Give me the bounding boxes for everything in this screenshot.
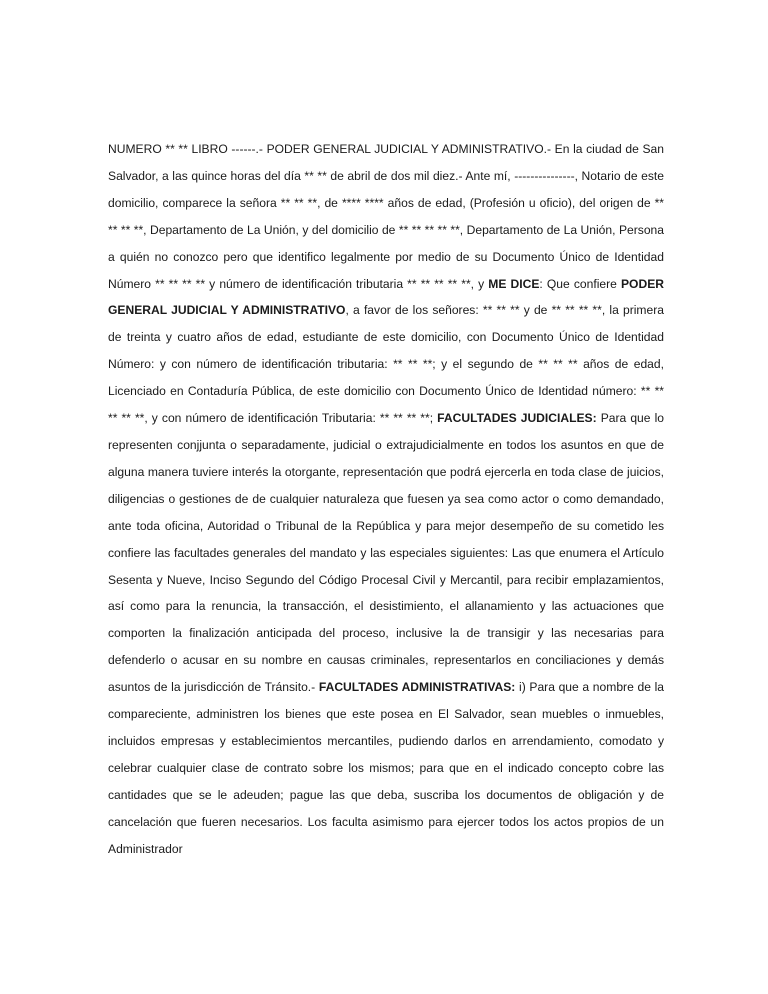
document-text-block [108, 136, 664, 862]
emphasis-run: ME DICE [488, 276, 540, 291]
text-run: : Que confiere [539, 276, 621, 291]
emphasis-run: FACULTADES JUDICIALES: [437, 411, 597, 426]
text-run: NUMERO ** ** LIBRO ------.- PODER GENERAL JUDICIAL Y ADMINISTRATIVO.- En la ciudad de San Salvador, a las quince horas del día ** ** de abril de dos mil diez.- Ante mí, ---------------, Notario de este domicilio, comparece la señora ** ** **, de **** **** años de edad, (Profesión u oficio), del origen de ** ** ** **, Departamento de La Unión, y del domicilio de ** ** ** ** **, Departamento de La Unión, Persona a quién no conozco pero que identifico legalmente por medio de su Documento Único de Identidad Número ** ** ** ** y número de identificación tributaria ** ** ** ** **, y [108, 142, 664, 291]
text-run: i) Para que a nombre de la compareciente, administren los bienes que este posea en El Salvador, sean muebles o inmuebles, incluidos empresas y establecimientos mercantiles, pudiendo darlos en arrendamiento, comodato y celebrar cualquier clase de contrato sobre los mismos; para que en el indicado concepto cobre las cantidades que se le adeuden; pague las que deba, suscriba los documentos de obligación y de cancelación que fueren necesarios. Los faculta asimismo para ejercer todos los actos propios de un Administrador [108, 680, 664, 856]
text-run: Para que lo representen conjjunta o separadamente, judicial o extrajudicialmente en todos los asuntos en que de alguna manera tuviere interés la otorgante, representación que podrá ejercerla en toda clase de juicios, diligencias o gestiones de de cualquier naturaleza que fuesen ya sea como actor o como demandado, ante toda oficina, Autoridad o Tribunal de la República y para mejor desempeño de su cometido les confiere las facultades generales del mandato y las especiales siguientes: Las que enumera el Artículo Sesenta y Nueve, Inciso Segundo del Código Procesal Civil y Mercantil, para recibir emplazamientos, así como para la renuncia, la transacción, el desistimiento, el allanamiento y las actuaciones que comporten la finalización anticipada del proceso, inclusive la de transigir y las necesarias para defenderlo o acusar en su nombre en causas criminales, representarlos en conciliaciones y demás asuntos de la jurisdicción de Tránsito.- [108, 411, 664, 695]
emphasis-run: FACULTADES ADMINISTRATIVAS: [318, 680, 516, 695]
document-paragraph [108, 136, 664, 862]
emphasis-run: PODER GENERAL JUDICIAL Y ADMINISTRATIVO [108, 276, 664, 318]
text-run: , a favor de los señores: ** ** ** y de ** ** ** **, la primera de treinta y cuatro años de edad, estudiante de este domicilio, con Documento Único de Identidad Número: y con número de identificación tributaria: ** ** **; y el segundo de ** ** ** años de edad, Licenciado en Contaduría Pública, de este domicilio con Documento Único de Identidad número: ** ** ** ** **, y con número de identificación Tributaria: ** ** ** **; [108, 303, 664, 426]
